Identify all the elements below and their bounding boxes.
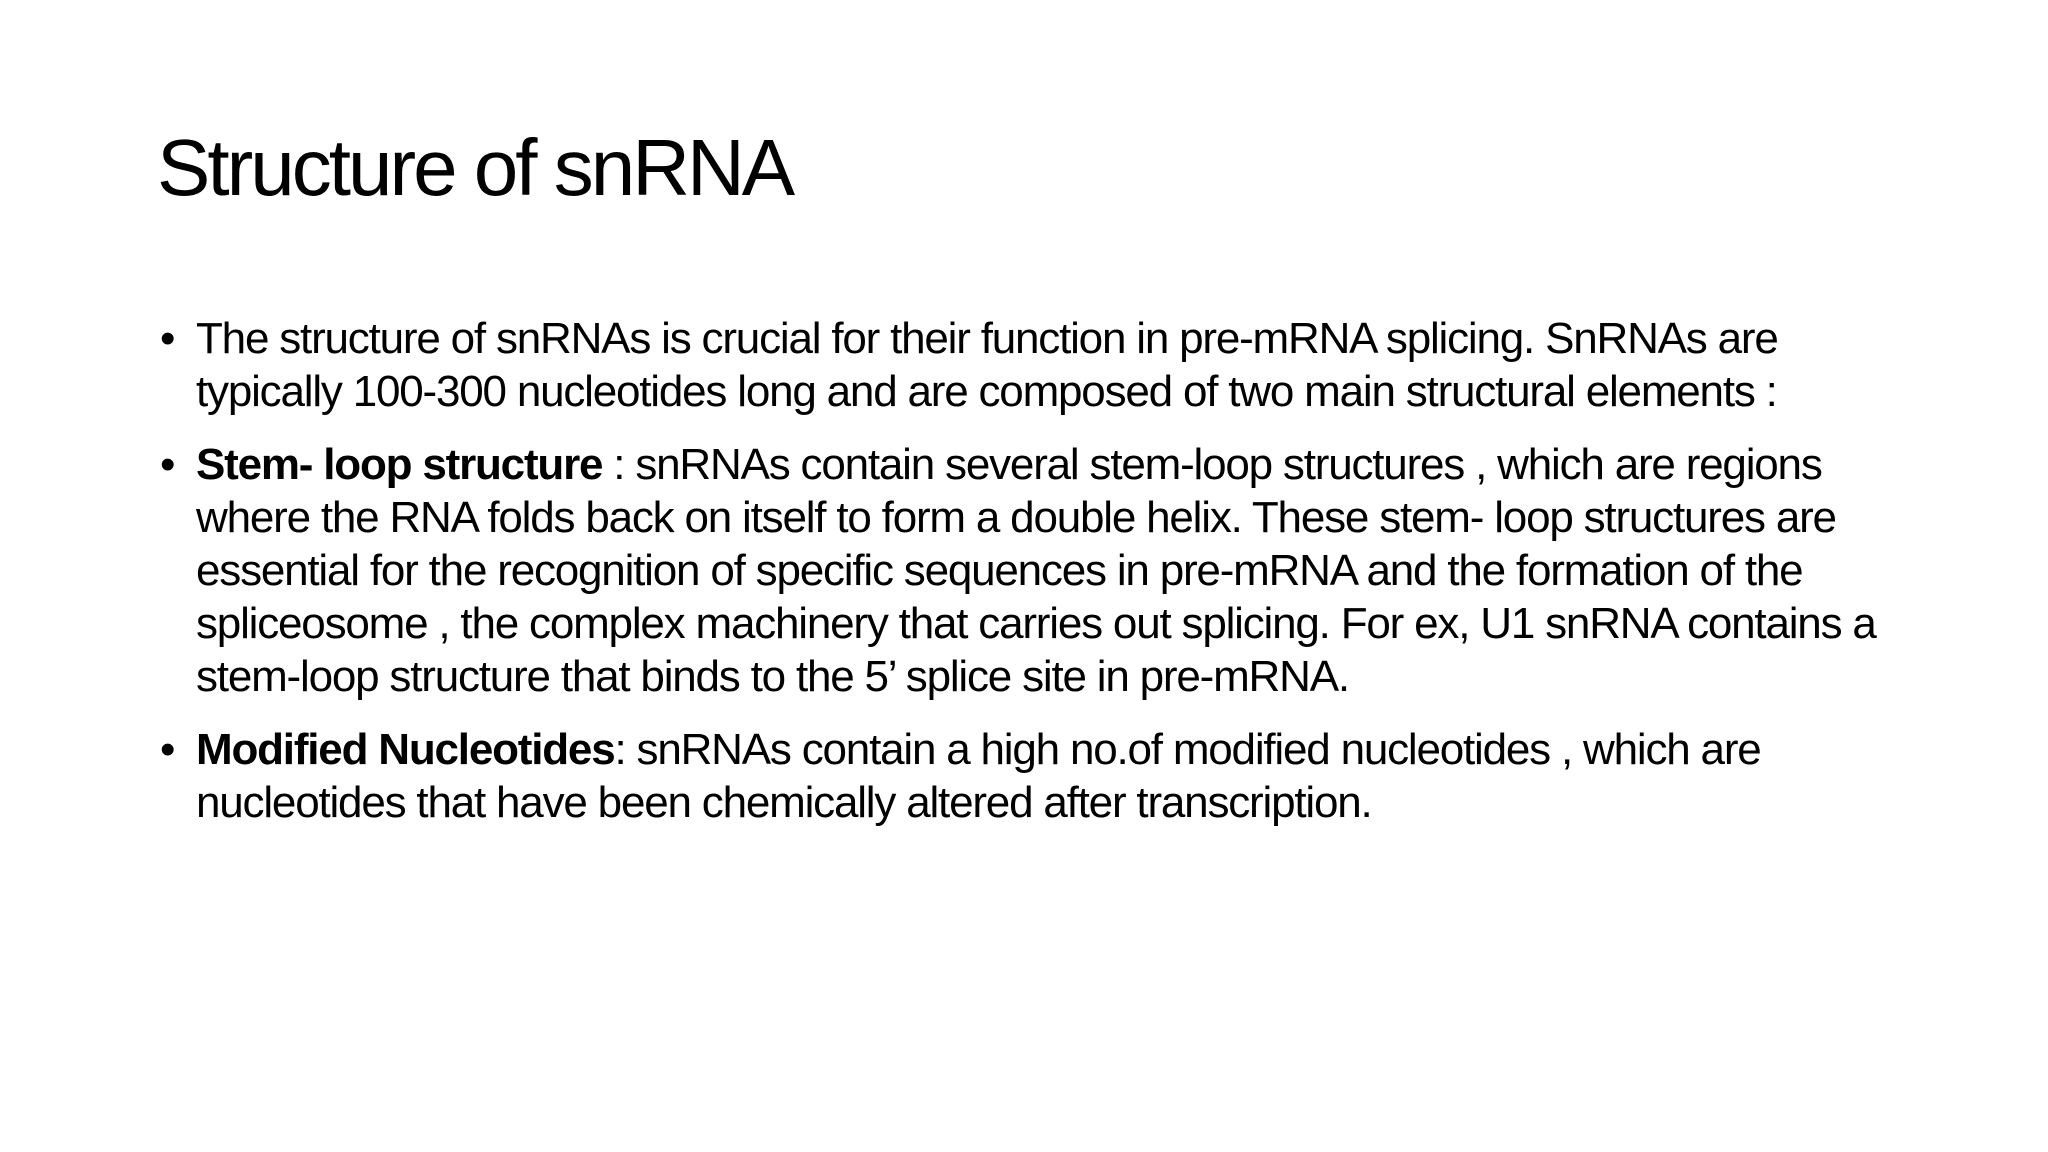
bullet-icon: • <box>160 314 175 363</box>
bullet-list <box>160 312 1910 849</box>
bullet-item <box>160 312 1910 418</box>
bullet-term: Stem- loop structure <box>196 440 603 489</box>
bullet-text: The structure of snRNAs is crucial for their function in pre-mRNA splicing. SnRNAs are typically 100-300 nucleotides long and are composed of two main structural elements : <box>196 314 1778 416</box>
bullet-term: Modified Nucleotides <box>196 725 615 774</box>
bullet-item <box>160 438 1910 703</box>
bullet-icon: • <box>160 725 175 774</box>
bullet-item <box>160 723 1910 829</box>
slide-title: Structure of snRNA <box>157 123 793 212</box>
bullet-icon: • <box>160 440 175 489</box>
bullet-text: : snRNAs contain a high no.of modified nucleotides , which are nucleotides that have been chemically altered after transcription. <box>196 725 1761 827</box>
bullet-text: : snRNAs contain several stem-loop structures , which are regions where the RNA folds back on itself to form a double helix. These stem- loop structures are essential for the recognition of specific sequences in pre-mRNA and the formation of the spliceosome , the complex machinery that carries out splicing. For ex, U1 snRNA contains a stem-loop structure that binds to the 5’ splice site in pre-mRNA. <box>196 440 1876 701</box>
